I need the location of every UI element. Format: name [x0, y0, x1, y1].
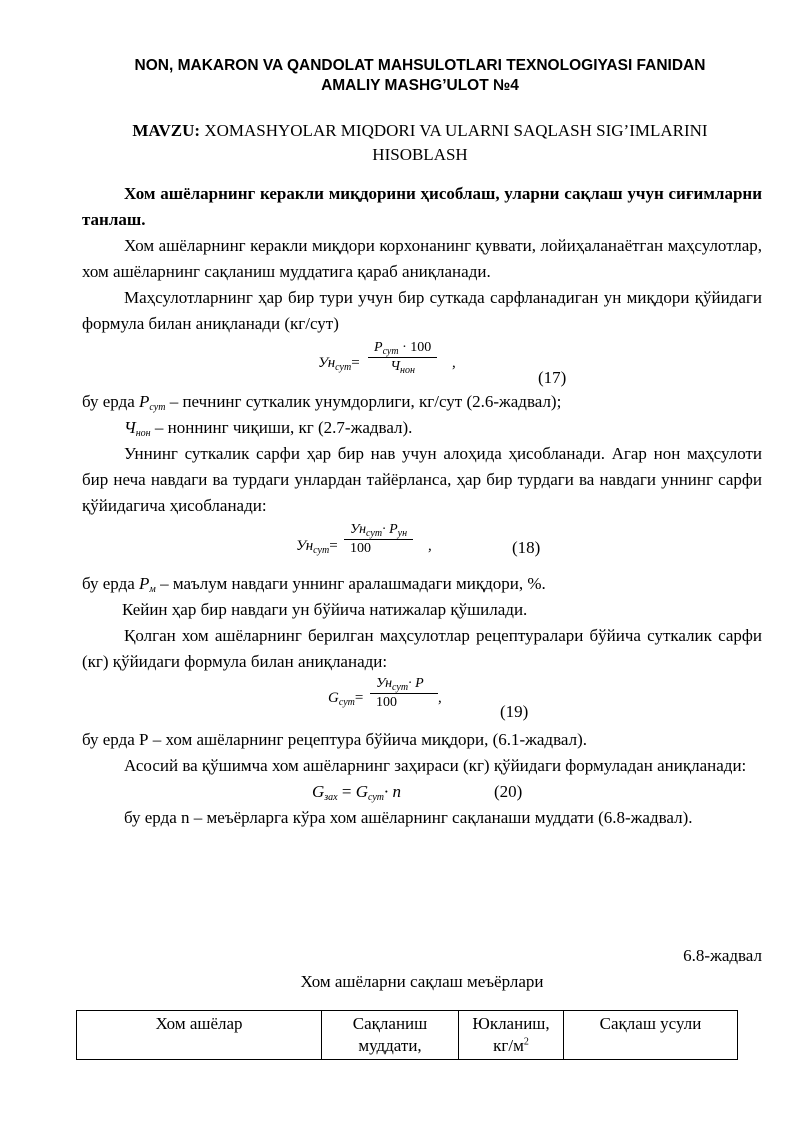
- f19-fraction: [370, 675, 438, 712]
- formula-19: [82, 675, 762, 727]
- table-number: 6.8-жадвал: [683, 946, 762, 965]
- topic-heading: [70, 119, 770, 167]
- f17-den-sub: нон: [400, 365, 415, 376]
- def17a-text: – печнинг суткалик унумдорлиги, кг/сут (2.6-жадвал);: [165, 392, 562, 411]
- def17a-sub: сут: [149, 402, 166, 413]
- f19-comma: ,: [438, 690, 442, 706]
- header-load-line1: Юкланиш,: [472, 1014, 550, 1033]
- formula-20: [82, 779, 762, 805]
- f18-fraction: [344, 521, 413, 558]
- f17-comma: ,: [452, 355, 456, 371]
- table-title: Хом ашёларни сақлаш меъёрлари: [300, 972, 544, 991]
- definition-20: бу ерда n – меъёрларга кўра хом ашёларнинг сақланаши муддати (6.8-жадвал).: [124, 808, 693, 827]
- f20-rhs-sub: сут: [368, 792, 385, 803]
- definition-17b: [82, 415, 762, 441]
- paragraph-4: Кейин ҳар бир навдаги ун бўйича натижалар қўшилади.: [122, 600, 528, 619]
- f18-denominator: 100: [350, 541, 371, 556]
- header-line-1: NON, MAKARON VA QANDOLAT MAHSULOTLARI TEXNOLOGIYASI FANIDAN: [134, 57, 706, 74]
- header-line-2: AMALIY MASHG’ULOT №4: [321, 77, 519, 94]
- f19-lhs: G: [328, 690, 339, 706]
- f19-num-mid: · P: [408, 676, 424, 691]
- f19-num-symbol: Ун: [376, 676, 393, 691]
- header-raw-materials: Хом ашёлар: [77, 1011, 322, 1060]
- paragraph-3: Уннинг суткалик сарфи ҳар бир нав учун алоҳида ҳисобланади. Агар нон маҳсулоти бир неча навдаги ва турдаги унлардан тайёрланса, ҳар бир турдаги ва навдаги уннинг сарфи қўйидагича ҳисобланади:: [82, 444, 762, 515]
- body-text: [82, 181, 762, 831]
- formula-17: [82, 337, 762, 389]
- f18-num-sub: сут: [366, 528, 383, 539]
- f20-number: (20): [494, 782, 523, 801]
- topic-label: MAVZU:: [132, 121, 201, 140]
- header-storage-period-line1: Сақланиш: [352, 1014, 428, 1033]
- header-load: [459, 1011, 564, 1060]
- f17-num-symbol: P: [374, 340, 383, 355]
- f18-num-symbol: Ун: [350, 522, 367, 537]
- f17-number: (17): [538, 368, 567, 387]
- f17-lhs-sub: сут: [335, 362, 352, 373]
- paragraph-6: Асосий ва қўшимча хом ашёларнинг заҳираси (кг) қўйидаги формуладан аниқланади:: [124, 756, 747, 775]
- formula-18: [82, 519, 762, 571]
- header-load-unit: кг/м: [493, 1036, 524, 1055]
- paragraph-5: Қолган хом ашёларнинг берилган маҳсулотлар рецептуралари бўйича суткалик сарфи (кг) қўйидаги формула билан аниқланади:: [82, 626, 762, 671]
- def18-symbol: P: [139, 574, 150, 593]
- def17b-sub: нон: [135, 428, 151, 439]
- f18-lhs-sub: сут: [313, 545, 330, 556]
- paragraph-1: Хом ашёларнинг керакли миқдори корхонанинг қуввати, лойиҳаланаётган маҳсулотлар, хом ашёларнинг сақланиш муддатига қараб аниқланади.: [82, 236, 762, 281]
- f18-equals: =: [329, 538, 338, 554]
- def18-text: – маълум навдаги уннинг аралашмадаги миқдори, %.: [155, 574, 546, 593]
- f17-num-sub: сут: [382, 346, 399, 357]
- definition-19: бу ерда Р – хом ашёларнинг рецептура бўйича миқдори, (6.1-жадвал).: [82, 730, 587, 749]
- def18-prefix: бу ерда: [82, 574, 140, 593]
- def17b-text: – ноннинг чиқиши, кг (2.7-жадвал).: [150, 418, 413, 437]
- f20-equals: =: [337, 782, 356, 801]
- table-caption: [82, 943, 762, 995]
- def17a-prefix: бу ерда: [82, 392, 140, 411]
- f19-number: (19): [500, 702, 529, 721]
- f18-lhs: Ун: [296, 538, 314, 554]
- section-title: Хом ашёларнинг керакли миқдорини ҳисоблаш, уларни сақлаш учун сиғимларни танлаш.: [82, 184, 762, 229]
- f18-comma: ,: [428, 538, 432, 554]
- f19-denominator: 100: [376, 695, 397, 710]
- f17-lhs: Ун: [318, 355, 336, 371]
- f20-lhs: G: [312, 782, 325, 801]
- f17-equals: =: [351, 355, 360, 371]
- f18-number: (18): [512, 538, 541, 557]
- header-load-unit-sup: 2: [523, 1036, 529, 1048]
- f20-rhs-rest: · n: [384, 782, 402, 801]
- paragraph-2: Маҳсулотларнинг ҳар бир тури учун бир суткада сарфланадиган ун миқдори қўйидаги формула билан аниқланади (кг/сут): [82, 288, 762, 333]
- definition-17a: [82, 389, 762, 415]
- def17b-symbol: Ч: [124, 418, 136, 437]
- f17-den-symbol: Ч: [390, 359, 400, 374]
- topic-line-2: HISOBLASH: [372, 145, 468, 164]
- def18-sub: м: [149, 584, 156, 595]
- document-header: [70, 56, 770, 96]
- def17a-symbol: P: [139, 392, 150, 411]
- topic-line-1: XOMASHYOLAR MIQDORI VA ULARNI SAQLASH SIG’IMLARINI: [204, 121, 708, 140]
- f18-num-sub2: ун: [397, 528, 408, 539]
- f19-lhs-sub: сут: [338, 697, 355, 708]
- header-storage-method: Сақлаш усули: [564, 1011, 738, 1060]
- f20-lhs-sub: зах: [324, 792, 338, 803]
- header-storage-period-line2: муддати,: [358, 1036, 422, 1055]
- table-header-row: [77, 1011, 738, 1060]
- f18-num-mid: · P: [382, 522, 398, 537]
- f20-rhs: G: [355, 782, 368, 801]
- header-storage-period: [322, 1011, 459, 1060]
- f17-fraction: [368, 339, 437, 376]
- f17-num-rest: · 100: [398, 340, 432, 355]
- f19-equals: =: [354, 690, 364, 706]
- f19-num-sub: сут: [392, 682, 409, 693]
- storage-norms-table: [76, 1010, 738, 1060]
- definition-18: [82, 571, 762, 597]
